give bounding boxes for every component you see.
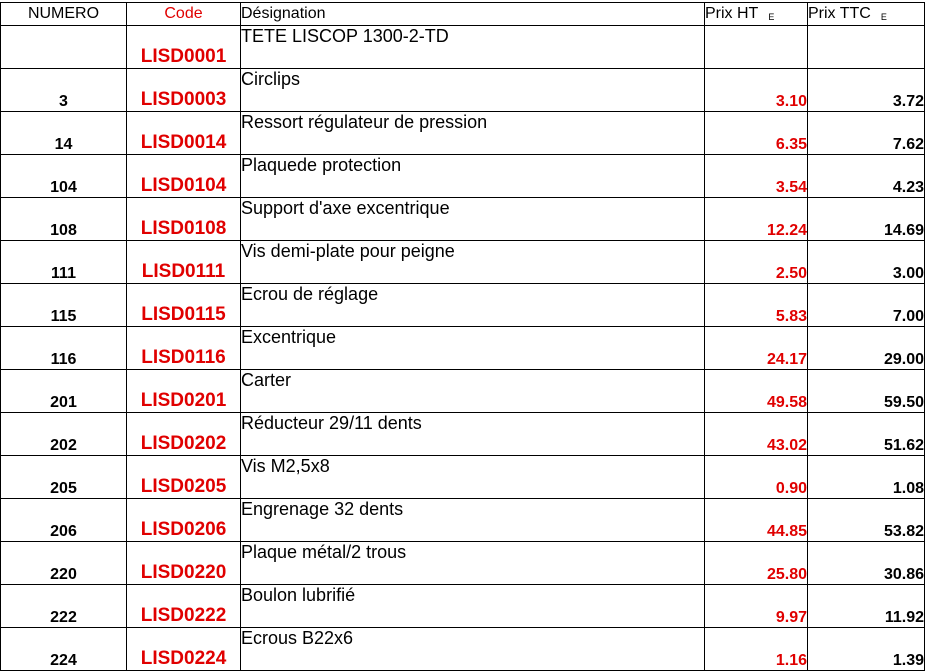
table-row [1,26,925,69]
cell-code: LISD0115 [127,284,241,327]
cell-numero: 104 [1,155,127,198]
table-row [1,585,925,628]
header-prix-ht-label: Prix HT [705,5,759,22]
cell-prix-ht: 25.80 [705,542,808,585]
cell-prix-ttc: 3.00 [808,241,925,284]
cell-prix-ttc [808,26,925,69]
table-row [1,284,925,327]
cell-code: LISD0201 [127,370,241,413]
cell-numero: 201 [1,370,127,413]
cell-code: LISD0206 [127,499,241,542]
cell-prix-ht: 43.02 [705,413,808,456]
cell-prix-ht [705,26,808,69]
cell-designation: Carter [241,370,705,413]
cell-numero: 3 [1,69,127,112]
cell-designation: Circlips [241,69,705,112]
cell-prix-ht: 49.58 [705,370,808,413]
header-numero: NUMERO [1,3,127,26]
cell-numero: 108 [1,198,127,241]
cell-numero: 202 [1,413,127,456]
cell-prix-ht: 0.90 [705,456,808,499]
cell-code: LISD0003 [127,69,241,112]
cell-prix-ht: 44.85 [705,499,808,542]
table-body [1,26,925,671]
cell-designation: Ressort régulateur de pression [241,112,705,155]
cell-prix-ttc: 1.08 [808,456,925,499]
table-row [1,198,925,241]
table-row [1,370,925,413]
cell-prix-ht: 6.35 [705,112,808,155]
cell-code: LISD0205 [127,456,241,499]
header-prix-ttc-label: Prix TTC [808,5,871,22]
cell-numero: 116 [1,327,127,370]
cell-prix-ht: 12.24 [705,198,808,241]
table-row [1,327,925,370]
cell-prix-ttc: 1.39 [808,628,925,671]
cell-designation: Excentrique [241,327,705,370]
cell-prix-ttc: 4.23 [808,155,925,198]
table-row [1,112,925,155]
cell-designation: Engrenage 32 dents [241,499,705,542]
cell-numero: 220 [1,542,127,585]
table-row [1,628,925,671]
cell-designation: Réducteur 29/11 dents [241,413,705,456]
cell-designation: Plaquede protection [241,155,705,198]
cell-prix-ttc: 53.82 [808,499,925,542]
cell-designation: Boulon lubrifié [241,585,705,628]
cell-designation: Vis M2,5x8 [241,456,705,499]
header-prix-ttc-unit: E [880,12,887,22]
cell-code: LISD0116 [127,327,241,370]
header-prix-ht [705,3,808,26]
header-prix-ht-unit: E [768,12,775,22]
table-row [1,241,925,284]
cell-designation: Vis demi-plate pour peigne [241,241,705,284]
parts-price-table [0,2,925,671]
cell-numero: 111 [1,241,127,284]
cell-numero: 206 [1,499,127,542]
table-row [1,456,925,499]
cell-code: LISD0224 [127,628,241,671]
table-row [1,155,925,198]
table-row [1,499,925,542]
header-code: Code [127,3,241,26]
table-row [1,413,925,456]
cell-numero: 224 [1,628,127,671]
table-row [1,69,925,112]
cell-prix-ht: 24.17 [705,327,808,370]
cell-prix-ttc: 30.86 [808,542,925,585]
cell-code: LISD0104 [127,155,241,198]
cell-numero: 222 [1,585,127,628]
cell-prix-ttc: 59.50 [808,370,925,413]
cell-designation: TETE LISCOP 1300-2-TD [241,26,705,69]
header-prix-ttc [808,3,925,26]
cell-code: LISD0014 [127,112,241,155]
cell-designation: Ecrous B22x6 [241,628,705,671]
cell-prix-ht: 3.10 [705,69,808,112]
cell-designation: Plaque métal/2 trous [241,542,705,585]
cell-numero [1,26,127,69]
cell-code: LISD0202 [127,413,241,456]
table-header-row [1,3,925,26]
cell-code: LISD0108 [127,198,241,241]
cell-prix-ht: 5.83 [705,284,808,327]
cell-code: LISD0222 [127,585,241,628]
cell-numero: 115 [1,284,127,327]
cell-numero: 205 [1,456,127,499]
cell-designation: Ecrou de réglage [241,284,705,327]
cell-prix-ttc: 51.62 [808,413,925,456]
cell-prix-ttc: 14.69 [808,198,925,241]
cell-designation: Support d'axe excentrique [241,198,705,241]
cell-prix-ttc: 11.92 [808,585,925,628]
cell-code: LISD0001 [127,26,241,69]
cell-numero: 14 [1,112,127,155]
header-designation: Désignation [241,3,705,26]
cell-prix-ttc: 7.00 [808,284,925,327]
table-row [1,542,925,585]
cell-code: LISD0111 [127,241,241,284]
cell-prix-ht: 3.54 [705,155,808,198]
cell-prix-ht: 9.97 [705,585,808,628]
cell-code: LISD0220 [127,542,241,585]
cell-prix-ttc: 29.00 [808,327,925,370]
cell-prix-ttc: 7.62 [808,112,925,155]
cell-prix-ht: 1.16 [705,628,808,671]
cell-prix-ttc: 3.72 [808,69,925,112]
cell-prix-ht: 2.50 [705,241,808,284]
